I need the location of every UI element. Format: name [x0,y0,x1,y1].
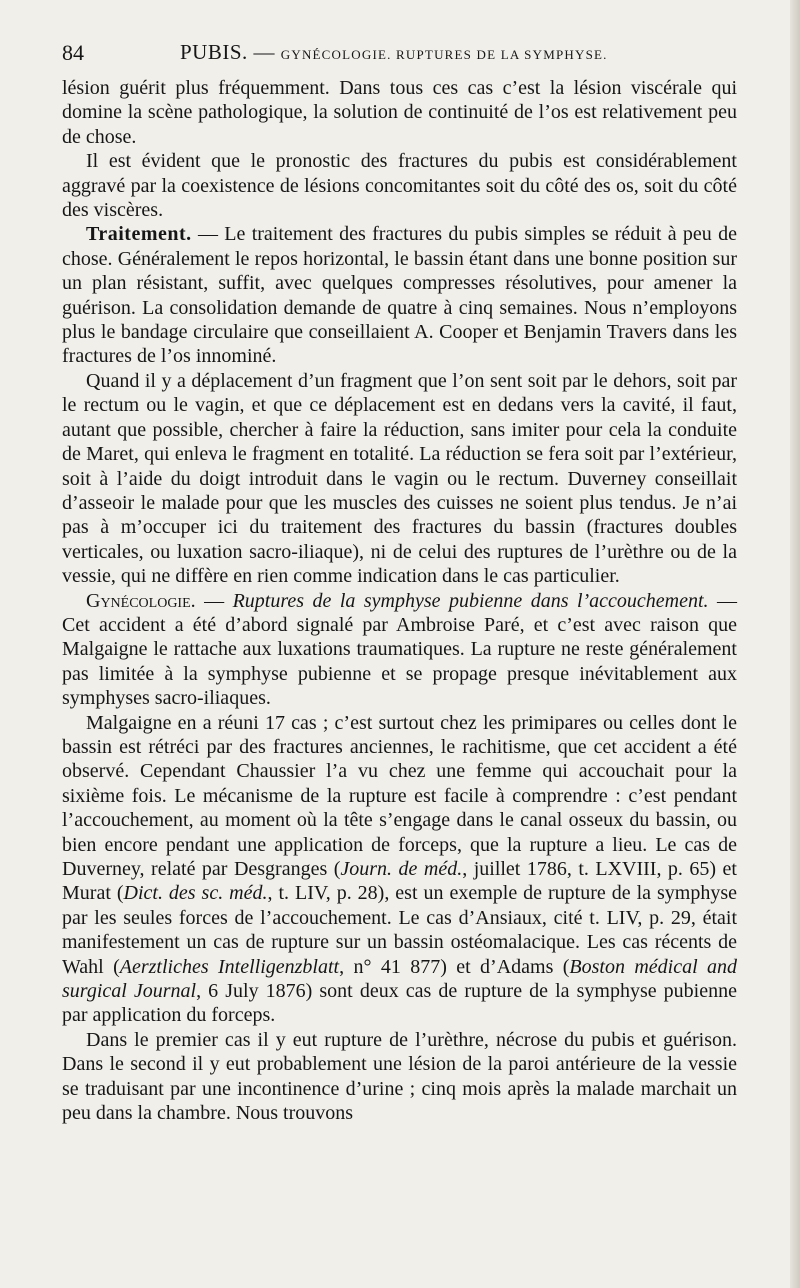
paragraph-gynecologie [62,589,737,711]
p6-citation-3: Aerztliches Intelligenzblatt [119,955,340,978]
body-text [62,76,737,1125]
paragraph-traitement [62,222,737,368]
section-heading-traitement: Traitement. [86,223,192,246]
p6-citation-4: Boston médical and surgical Journal [62,955,737,1003]
paragraph-gynecologie-title: Ruptures de la symphyse pubienne dans l’accouchement. [232,589,709,612]
paragraph-1: lésion guérit plus fréquemment. Dans tous ces cas c’est la lésion viscérale qui domine la scène pathologique, la solution de continuité de l’os est relativement peu de chose. [62,77,737,148]
paragraph-6 [62,711,737,1028]
running-title-dash: — [253,40,276,64]
running-title [180,40,608,65]
paragraph-gynecologie-text: — Cet accident a été d’abord signalé par Ambroise Paré, et c’est avec raison que Malgaigne le rattache aux luxations traumatiques. La rupture ne reste généralement pas limitée à la symphyse pubienne et se propage presque inévitablement aux symphyses sacro-iliaques. [62,589,738,710]
book-page [62,38,737,1125]
page-number: 84 [62,40,84,65]
section-heading-gynecologie: Gynécologie. [86,589,196,612]
p6-part-d: , n° 41 877) et d’Adams ( [339,955,570,978]
running-title-section: GYNÉCOLOGIE. RUPTURES DE LA SYMPHYSE. [280,47,608,62]
p6-part-b: , juillet 1786, t. LXVIII, p. 65) et Murat ( [62,858,737,905]
p6-part-e: , 6 July 1876) sont deux cas de rupture de la symphyse pubienne par application du forceps. [62,980,737,1027]
p6-part-a: Malgaigne en a réuni 17 cas ; c’est surtout chez les primipares ou celles dont le bassin est rétréci par des fractures anciennes, le rachitisme, que cet accident a été observé. Cependant Chaussier l’a vu chez une femme qui accouchait pour la sixième fois. Le mécanisme de la rupture est facile à comprendre : c’est pendant l’accouchement, au moment où la tête s’engage dans le canal osseux du bassin, ou bien encore pendant une application de forceps, que la rupture a lieu. Le cas de Duverney, relaté par Desgranges ( [62,711,737,880]
running-head [62,38,737,76]
paragraph-7: Dans le premier cas il y eut rupture de l’urèthre, nécrose du pubis et guérison. Dans le second il y eut probablement une lésion de la paroi antérieure de la vessie se traduisant par une incontinence d’urine ; cinq mois après la malade marchait un peu dans la chambre. Nous trouvons [62,1028,737,1125]
running-title-main: PUBIS. [180,40,248,64]
p6-citation-2: Dict. des sc. méd. [123,882,268,905]
p6-part-c: , t. LIV, p. 28), est un exemple de rupture de la symphyse par les seules forces de l’accouchement. Le cas d’Ansiaux, cité t. LIV, p. 29, était manifestement un cas de rupture sur un bassin ostéomalacique. Les cas récents de Wahl ( [62,882,737,978]
paragraph-4: Quand il y a déplacement d’un fragment que l’on sent soit par le dehors, soit par le rectum ou le vagin, et que ce déplacement est en dedans vers la cavité, il faut, autant que possible, chercher à faire la réduction, sans imiter pour cela la conduite de Maret, qui enleva le fragment en totalité. La réduction se fera soit par l’extérieur, soit à l’aide du doigt introduit dans le vagin ou le rectum. Duverney conseillait d’asseoir le malade pour que les muscles des cuisses ne soient plus tendus. Je n’ai pas à m’occuper ici du traitement des fractures du bassin (fractures doubles verticales, ou luxation sacro-iliaque), ni de celui des ruptures de l’urèthre ou de la vessie, qui ne diffère en rien comme indication dans le cas particulier. [62,369,737,588]
paragraph-traitement-text: — Le traitement des fractures du pubis simples se réduit à peu de chose. Généralement le repos horizontal, le bassin étant dans une bonne position sur un plan résistant, suffit, avec quelques compresses résolutives, pour amener la guérison. La consolidation demande de quatre à cinq semaines. Nous n’employons plus le bandage circulaire que conseillaient A. Cooper et Benjamin Travers dans les fractures de l’os innominé. [62,223,737,368]
paragraph-2: Il est évident que le pronostic des fractures du pubis est considérablement aggravé par la coexistence de lésions concomitantes soit du côté des os, soit du côté des viscères. [62,150,737,222]
paragraph-gynecologie-dash: — [195,589,233,612]
p6-citation-1: Journ. de méd. [340,858,463,880]
page-edge [790,0,800,1288]
